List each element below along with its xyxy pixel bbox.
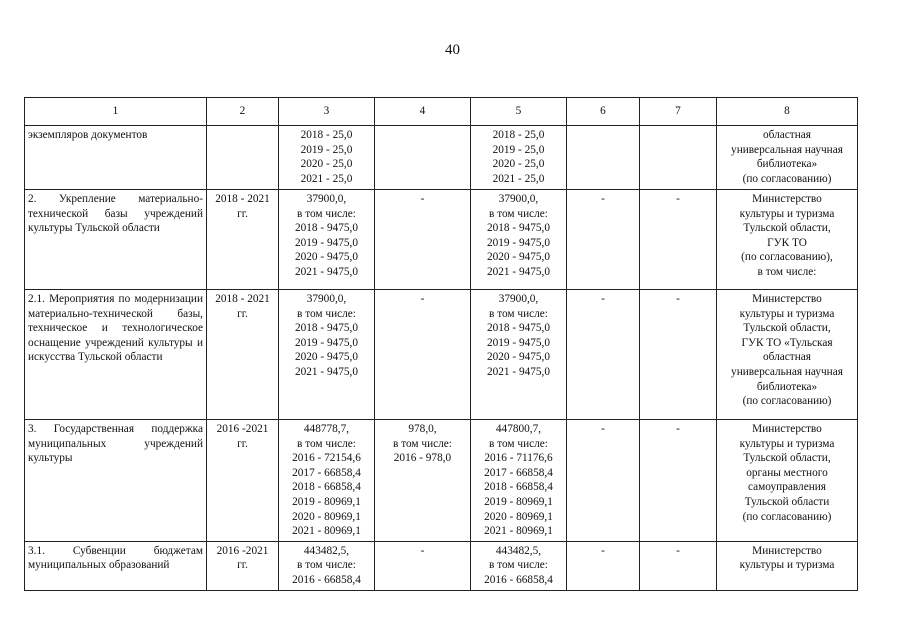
cell-line: культуры и туризма bbox=[739, 437, 835, 450]
measures-table bbox=[24, 97, 858, 591]
federal-budget-cell bbox=[375, 420, 471, 542]
federal-budget-cell: - bbox=[375, 541, 471, 590]
local-budget-cell: - bbox=[567, 190, 640, 290]
cell-line: 2019 - 9475,0 bbox=[294, 336, 359, 349]
cell-line: 2021 - 80969,1 bbox=[292, 525, 361, 538]
cell-line: 2019 - 9475,0 bbox=[486, 236, 551, 249]
cell-line: самоуправления bbox=[747, 481, 826, 494]
cell-line: в том числе: bbox=[489, 437, 548, 450]
col-header: 5 bbox=[471, 98, 567, 126]
period-cell bbox=[207, 126, 279, 190]
col-header: 8 bbox=[717, 98, 858, 126]
cell-line: 448778,7, bbox=[303, 423, 350, 435]
cell-line: 2016 - 66858,4 bbox=[484, 573, 553, 586]
cell-line: 2021 - 80969,1 bbox=[484, 525, 553, 538]
local-budget-cell bbox=[567, 126, 640, 190]
regional-budget-cell bbox=[471, 420, 567, 542]
cell-line: в том числе: bbox=[297, 307, 356, 320]
extrabudgetary-cell: - bbox=[640, 541, 717, 590]
col-header: 2 bbox=[207, 98, 279, 126]
cell-line: Министерство bbox=[752, 544, 822, 557]
page-number: 40 bbox=[445, 42, 460, 58]
cell-line: областная bbox=[763, 351, 811, 364]
measure-name-cell: 2.1. Мероприятия по модернизации материально-технической базы, техническое и технологическое оснащение учреждений культуры и искусства Тульской области bbox=[25, 290, 207, 420]
cell-line: Тульской области, bbox=[743, 322, 831, 335]
cell-line: 2017 - 66858,4 bbox=[484, 466, 553, 479]
measure-name-cell: 2. Укрепление материально-технической базы учреждений культуры Тульской области bbox=[25, 190, 207, 290]
federal-budget-cell: - bbox=[375, 190, 471, 290]
cell-line: культуры и туризма bbox=[739, 207, 835, 220]
local-budget-cell: - bbox=[567, 541, 640, 590]
cell-line: 2020 - 25,0 bbox=[300, 158, 353, 171]
cell-line: 2019 - 25,0 bbox=[300, 143, 353, 156]
cell-line: в том числе: bbox=[393, 437, 452, 450]
cell-line: 2020 - 25,0 bbox=[492, 158, 545, 171]
cell-line: 2016 - 66858,4 bbox=[292, 573, 361, 586]
cell-line: 2021 - 25,0 bbox=[300, 172, 353, 185]
cell-line: 2018 - 9475,0 bbox=[294, 222, 359, 235]
cell-line: в том числе: bbox=[297, 559, 356, 572]
cell-line: 978,0, bbox=[408, 423, 437, 435]
cell-line: универсальная научная bbox=[731, 143, 843, 156]
cell-line: 2021 - 9475,0 bbox=[486, 265, 551, 278]
cell-line: Министерство bbox=[752, 193, 822, 205]
cell-line: (по согласованию) bbox=[742, 395, 832, 408]
cell-line: в том числе: bbox=[489, 307, 548, 320]
table-row bbox=[25, 541, 858, 590]
cell-line: в том числе: bbox=[757, 265, 817, 278]
cell-line: Тульской области, bbox=[743, 222, 831, 235]
total-funding-cell bbox=[279, 420, 375, 542]
cell-line: Тульской области, bbox=[743, 452, 831, 465]
cell-line: 2019 - 9475,0 bbox=[294, 236, 359, 249]
table-row bbox=[25, 420, 858, 542]
table-row bbox=[25, 290, 858, 420]
col-header: 6 bbox=[567, 98, 640, 126]
federal-budget-cell: - bbox=[375, 290, 471, 420]
cell-line: 2020 - 9475,0 bbox=[294, 251, 359, 264]
responsible-executor-cell bbox=[717, 290, 858, 420]
cell-line: 2018 - 9475,0 bbox=[486, 322, 551, 335]
cell-line: Министерство bbox=[752, 423, 822, 435]
cell-line: 2021 - 25,0 bbox=[492, 172, 545, 185]
cell-line: 37900,0, bbox=[498, 293, 539, 305]
cell-line: 37900,0, bbox=[498, 193, 539, 205]
measure-name-cell: 3.1. Субвенции бюджетам муниципальных образований bbox=[25, 541, 207, 590]
total-funding-cell bbox=[279, 126, 375, 190]
col-header: 4 bbox=[375, 98, 471, 126]
responsible-executor-cell bbox=[717, 126, 858, 190]
cell-line: 2018 - 9475,0 bbox=[294, 322, 359, 335]
cell-line: 37900,0, bbox=[306, 193, 347, 205]
period-cell: 2016 -2021 гг. bbox=[207, 541, 279, 590]
extrabudgetary-cell bbox=[640, 126, 717, 190]
cell-line: универсальная научная bbox=[731, 365, 843, 378]
cell-line: органы местного bbox=[746, 466, 828, 479]
cell-line: в том числе: bbox=[489, 207, 548, 220]
cell-line: 2017 - 66858,4 bbox=[292, 466, 361, 479]
cell-line: 2016 - 71176,6 bbox=[484, 452, 553, 465]
cell-line: в том числе: bbox=[297, 207, 356, 220]
col-header: 1 bbox=[25, 98, 207, 126]
cell-line: 2020 - 9475,0 bbox=[294, 351, 359, 364]
cell-line: 2016 - 978,0 bbox=[393, 452, 452, 465]
regional-budget-cell bbox=[471, 541, 567, 590]
cell-line: Министерство bbox=[752, 293, 822, 305]
cell-line: 2018 - 66858,4 bbox=[484, 481, 553, 494]
cell-line: 2016 - 72154,6 bbox=[292, 452, 361, 465]
regional-budget-cell bbox=[471, 126, 567, 190]
cell-line: ГУК ТО «Тульская bbox=[741, 336, 833, 349]
cell-line: 2018 - 25,0 bbox=[492, 129, 545, 141]
cell-line: 2018 - 25,0 bbox=[300, 129, 353, 141]
col-header: 3 bbox=[279, 98, 375, 126]
cell-line: 443482,5, bbox=[495, 544, 542, 557]
cell-line: 2018 - 66858,4 bbox=[292, 481, 361, 494]
cell-line: (по согласованию) bbox=[742, 172, 832, 185]
local-budget-cell: - bbox=[567, 290, 640, 420]
cell-line: 37900,0, bbox=[306, 293, 347, 305]
period-cell: 2018 - 2021 гг. bbox=[207, 190, 279, 290]
cell-line: в том числе: bbox=[297, 437, 356, 450]
responsible-executor-cell bbox=[717, 420, 858, 542]
measure-name-cell: 3. Государственная поддержка муниципальных учреждений культуры bbox=[25, 420, 207, 542]
extrabudgetary-cell: - bbox=[640, 190, 717, 290]
regional-budget-cell bbox=[471, 190, 567, 290]
cell-line: 2019 - 9475,0 bbox=[486, 336, 551, 349]
total-funding-cell bbox=[279, 190, 375, 290]
measure-name-cell: экземпляров документов bbox=[25, 126, 207, 190]
federal-budget-cell bbox=[375, 126, 471, 190]
cell-line: 2019 - 80969,1 bbox=[484, 495, 553, 508]
table-row bbox=[25, 126, 858, 190]
cell-line: Тульской области bbox=[744, 495, 830, 508]
cell-line: 447800,7, bbox=[495, 423, 542, 435]
cell-line: 2020 - 80969,1 bbox=[484, 510, 553, 523]
header-row bbox=[25, 98, 858, 126]
cell-line: 2021 - 9475,0 bbox=[486, 365, 551, 378]
cell-line: культуры и туризма bbox=[739, 307, 835, 320]
period-cell: 2018 - 2021 гг. bbox=[207, 290, 279, 420]
cell-line: 2020 - 9475,0 bbox=[486, 251, 551, 264]
extrabudgetary-cell: - bbox=[640, 290, 717, 420]
cell-line: 2021 - 9475,0 bbox=[294, 365, 359, 378]
responsible-executor-cell bbox=[717, 190, 858, 290]
total-funding-cell bbox=[279, 541, 375, 590]
cell-line: в том числе: bbox=[489, 559, 548, 572]
total-funding-cell bbox=[279, 290, 375, 420]
col-header: 7 bbox=[640, 98, 717, 126]
cell-line: 2019 - 25,0 bbox=[492, 143, 545, 156]
cell-line: 443482,5, bbox=[303, 544, 350, 557]
cell-line: культуры и туризма bbox=[739, 559, 835, 572]
extrabudgetary-cell: - bbox=[640, 420, 717, 542]
cell-line: 2021 - 9475,0 bbox=[294, 265, 359, 278]
cell-line: ГУК ТО bbox=[767, 236, 807, 249]
cell-line: 2020 - 80969,1 bbox=[292, 510, 361, 523]
local-budget-cell: - bbox=[567, 420, 640, 542]
responsible-executor-cell bbox=[717, 541, 858, 590]
cell-line: 2020 - 9475,0 bbox=[486, 351, 551, 364]
cell-line: библиотека» bbox=[756, 158, 818, 171]
period-cell: 2016 -2021 гг. bbox=[207, 420, 279, 542]
cell-line: 2019 - 80969,1 bbox=[292, 495, 361, 508]
regional-budget-cell bbox=[471, 290, 567, 420]
cell-line: (по согласованию) bbox=[742, 510, 832, 523]
table-row bbox=[25, 190, 858, 290]
cell-line: (по согласованию), bbox=[741, 251, 833, 264]
cell-line: 2018 - 9475,0 bbox=[486, 222, 551, 235]
cell-line: областная bbox=[763, 129, 811, 141]
cell-line: библиотека» bbox=[756, 380, 818, 393]
